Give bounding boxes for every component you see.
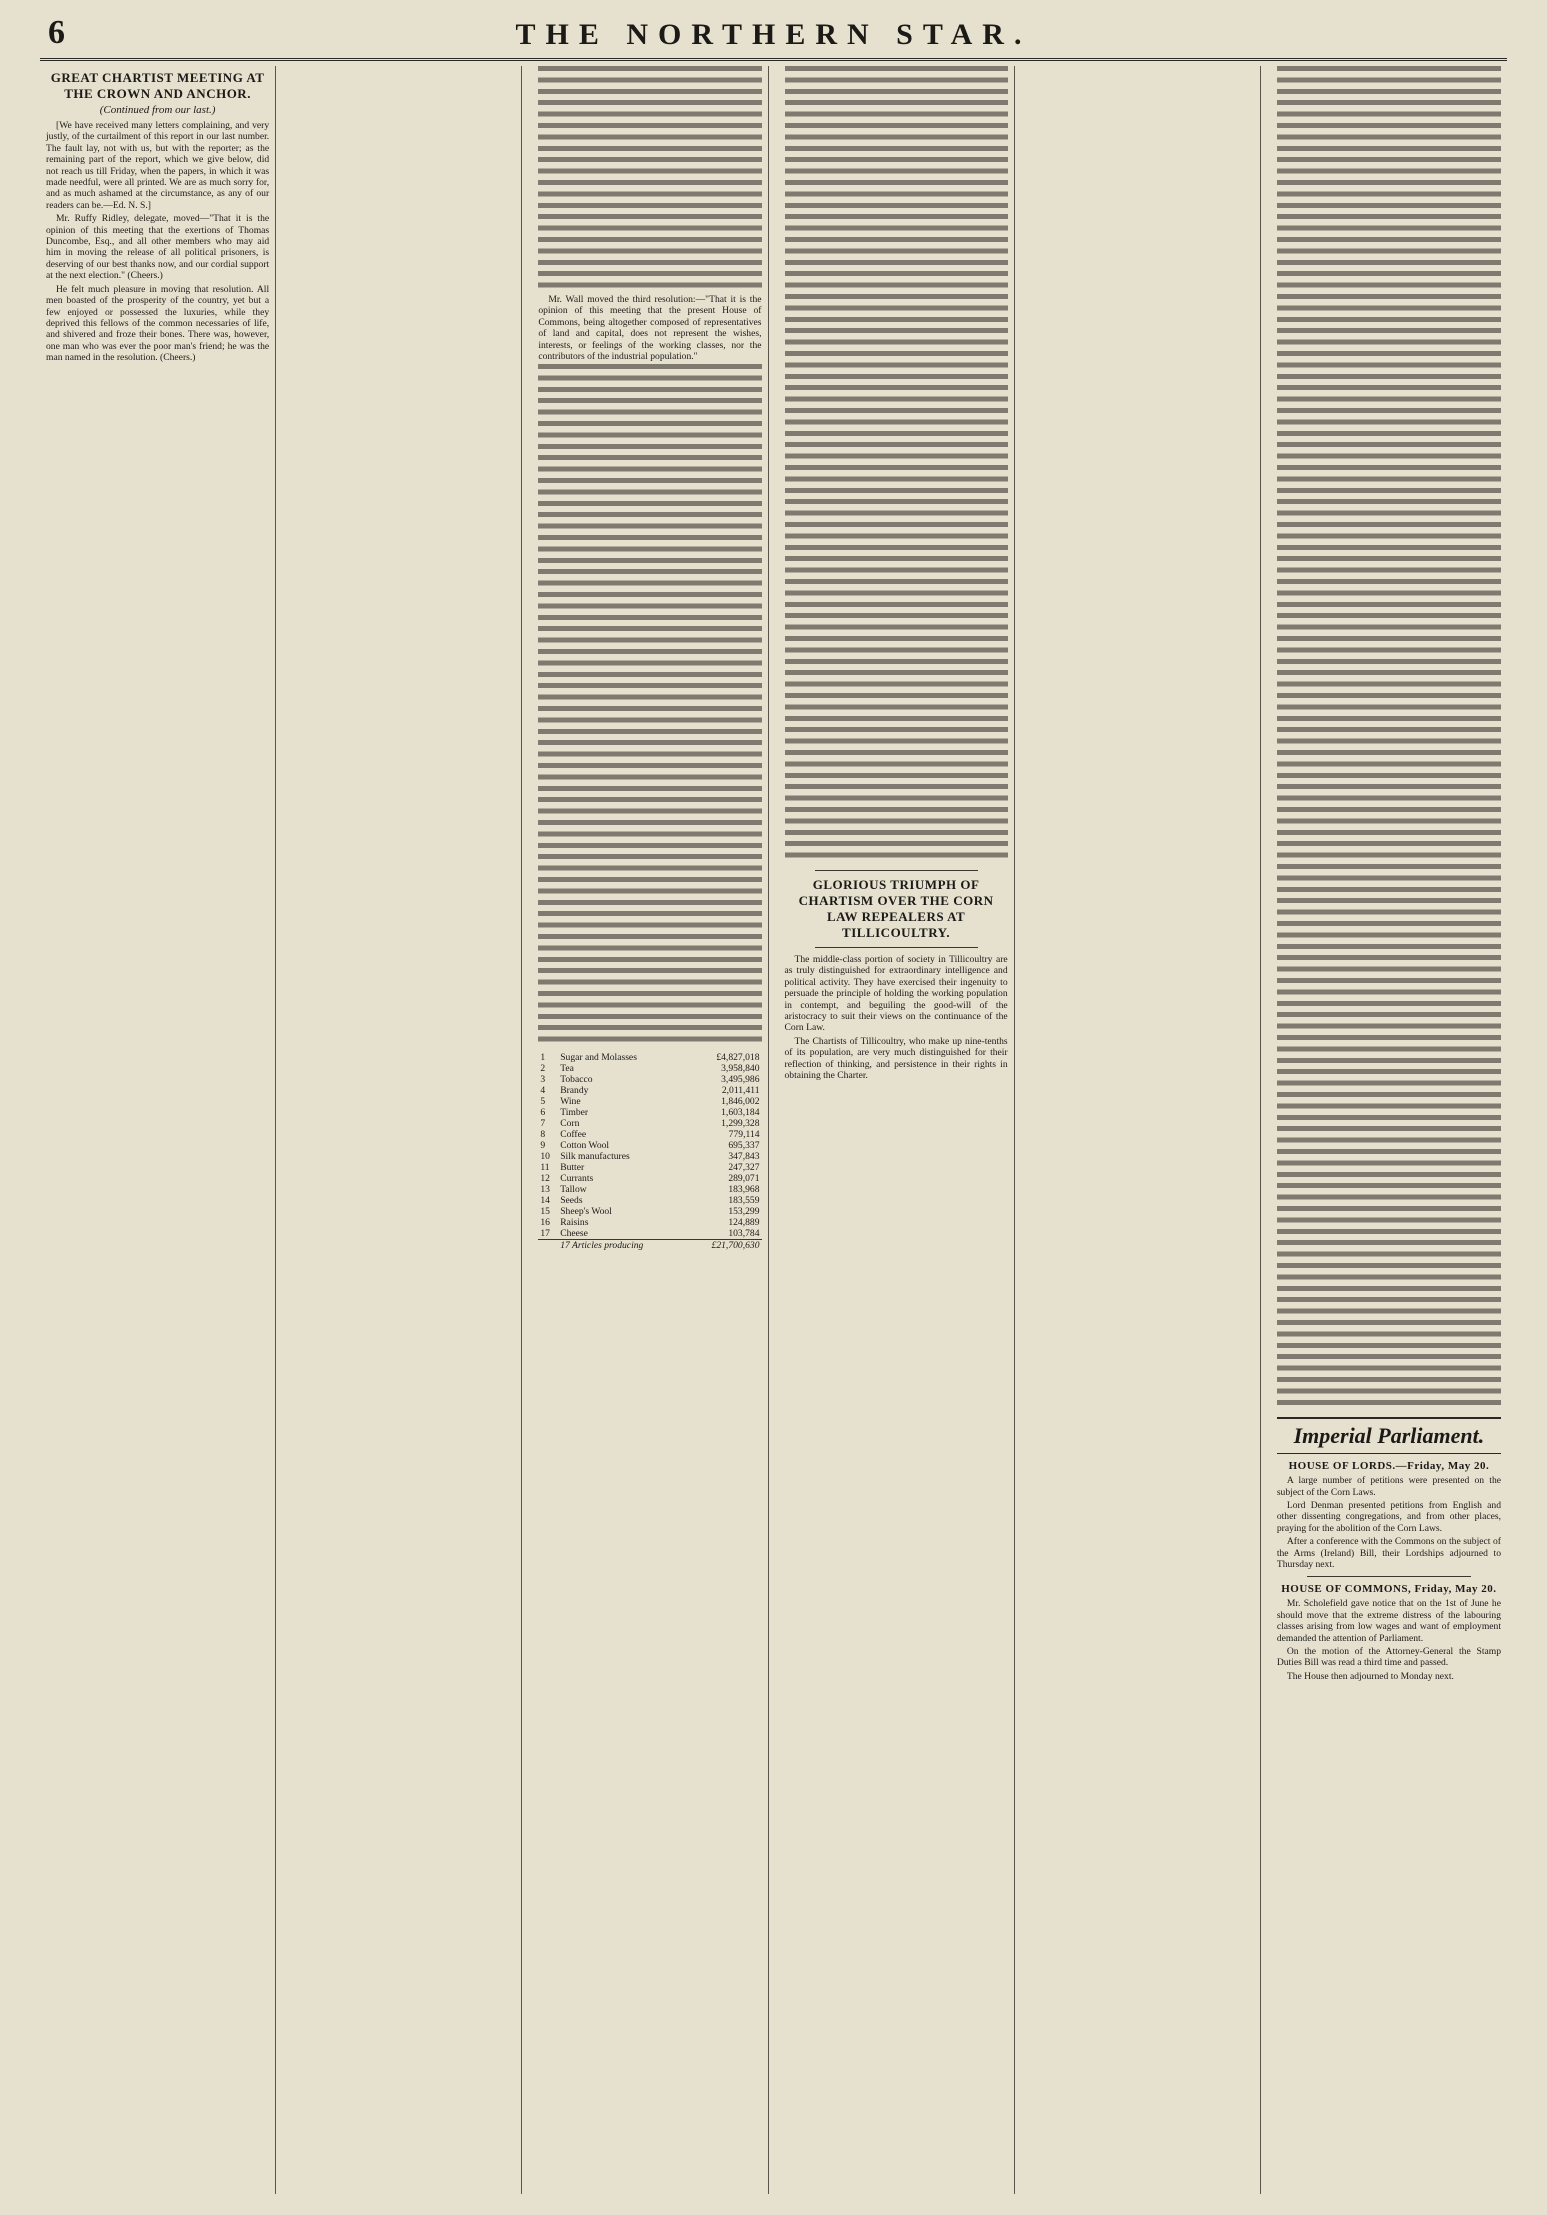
table-cell-value: 1,299,328 <box>721 1118 760 1130</box>
table-cell-value: 1,603,184 <box>721 1107 760 1119</box>
table-cell-article: Sugar and Molasses <box>560 1052 637 1064</box>
table-cell-article: Tea <box>560 1063 574 1075</box>
article-title-tillicoultry: GLORIOUS TRIUMPH OF CHARTISM OVER THE CORN LAW REPEALERS AT TILLICOULTRY. <box>798 877 994 940</box>
commons-paragraph: Mr. Scholefield gave notice that on the 1st of June he should move that the extreme distress of the labouring classes arising from low wages and want of employment demanded the attention of Parliament. <box>1276 1598 1501 1644</box>
table-cell-article: Raisins <box>560 1217 589 1229</box>
table-row <box>538 1184 761 1195</box>
masthead <box>40 14 1507 61</box>
text-column-body <box>538 364 761 1048</box>
table-cell-number: 16 <box>540 1217 550 1229</box>
table-row <box>538 1074 761 1085</box>
table-row <box>538 1151 761 1162</box>
table-cell-value: 183,968 <box>728 1184 760 1196</box>
table-cell-value: 289,071 <box>728 1173 760 1185</box>
table-row <box>538 1052 761 1063</box>
table-row <box>538 1228 761 1240</box>
table-cell-number: 12 <box>540 1173 550 1185</box>
table-row <box>538 1217 761 1228</box>
table-cell-number: 6 <box>540 1107 546 1119</box>
article-title-chartist-meeting: GREAT CHARTIST MEETING AT THE CROWN AND ANCHOR. <box>50 70 265 101</box>
lords-paragraph: After a conference with the Commons on the subject of the Arms (Ireland) Bill, their Lordships adjourned to Thursday next. <box>1276 1536 1501 1571</box>
table-cell-article: Brandy <box>560 1085 589 1097</box>
columns <box>40 66 1507 2194</box>
table-cell-number: 9 <box>540 1140 546 1152</box>
table-cell-article: Seeds <box>560 1195 583 1207</box>
table-cell-value: 183,559 <box>728 1195 760 1207</box>
table-cell-value: 347,843 <box>728 1151 760 1163</box>
table-row <box>538 1063 761 1074</box>
article-paragraph: [We have received many letters complaining, and very justly, of the curtailment of this report in our last number. The fault lay, not with us, but with the reporter; as the remaining part of the report, which we give below, did not reach us till Friday, when the papers, in which it was made needful, were all printed. We are as much sorry for, and as much ashamed at the circumstance, as any of our readers can be.—Ed. N. S.] <box>46 120 270 211</box>
table-cell-number: 3 <box>540 1074 546 1086</box>
table-row <box>538 1118 761 1129</box>
table-row <box>538 1085 761 1096</box>
imperial-parliament-heading: Imperial Parliament. <box>1277 1417 1501 1454</box>
house-of-commons-title: HOUSE OF COMMONS, Friday, May 20. <box>1281 1583 1497 1596</box>
table-cell-value: 695,337 <box>728 1140 760 1152</box>
table-cell-value: 779,114 <box>728 1129 760 1141</box>
table-cell-number: 17 <box>540 1228 550 1240</box>
text-column-body <box>538 66 761 294</box>
table-cell-value: 124,889 <box>728 1217 760 1229</box>
text-column-body <box>1277 66 1501 1411</box>
table-total-value: £21,700,630 <box>686 1240 762 1252</box>
section-divider <box>815 870 978 871</box>
column-1 <box>40 66 276 2194</box>
table-cell-article: Sheep's Wool <box>560 1206 612 1218</box>
table-row <box>538 1129 761 1140</box>
table-cell-article: Cotton Wool <box>560 1140 610 1152</box>
table-cell-article: Silk manufactures <box>560 1151 630 1163</box>
table-cell-value: 3,958,840 <box>721 1063 760 1075</box>
table-cell-number: 15 <box>540 1206 550 1218</box>
table-cell-value: 2,011,411 <box>721 1085 760 1097</box>
table-row <box>538 1162 761 1173</box>
column-5 <box>1025 66 1261 2194</box>
table-cell-article: Wine <box>560 1096 581 1108</box>
commons-paragraph: On the motion of the Attorney-General the Stamp Duties Bill was read a third time and passed. <box>1276 1646 1501 1669</box>
articles-table <box>538 1052 761 1251</box>
table-cell-number: 14 <box>540 1195 550 1207</box>
table-cell-number: 5 <box>540 1096 546 1108</box>
table-cell-value: 153,299 <box>728 1206 760 1218</box>
commons-paragraph: The House then adjourned to Monday next. <box>1286 1670 1454 1682</box>
table-row <box>538 1140 761 1151</box>
table-cell-value: 247,327 <box>728 1162 760 1174</box>
lords-paragraph: Lord Denman presented petitions from English and other dissenting congregations, and from other places, praying for the abolition of the Corn Laws. <box>1276 1500 1501 1534</box>
column-2 <box>286 66 522 2194</box>
article-subtitle: (Continued from our last.) <box>99 104 216 116</box>
newspaper-title: THE NORTHERN STAR. <box>515 18 1032 51</box>
page-number: 6 <box>48 14 65 51</box>
table-cell-article: Butter <box>560 1162 585 1174</box>
table-cell-number: 13 <box>540 1184 550 1196</box>
table-cell-article: Tallow <box>560 1184 587 1196</box>
table-cell-value: £4,827,018 <box>716 1052 760 1064</box>
column-3 <box>532 66 768 2194</box>
table-cell-value: 3,495,986 <box>721 1074 760 1086</box>
article-paragraph: Mr. Wall moved the third resolution:—"That it is the opinion of this meeting that the present House of Commons, being altogether composed of representatives of land and capital, does not represent the wishes, interests, or feelings of the working classes, nor the contributors of the industrial population." <box>538 294 762 363</box>
table-cell-number: 8 <box>540 1129 546 1141</box>
table-cell-number: 4 <box>540 1085 546 1097</box>
table-cell-number: 11 <box>540 1162 550 1174</box>
table-row <box>538 1107 761 1118</box>
table-total-label: 17 Articles producing <box>558 1240 685 1252</box>
table-cell-article: Cheese <box>560 1228 588 1240</box>
table-row <box>538 1173 761 1184</box>
section-divider <box>1307 1576 1471 1577</box>
column-6 <box>1271 66 1507 2194</box>
article-paragraph: Mr. Ruffy Ridley, delegate, moved—"That it is the opinion of this meeting that the exertions of Thomas Duncombe, Esq., and all other members who may aid him in moving the release of all political prisoners, is deserving of our best thanks now, and our cordial support at the next election." (Cheers.) <box>46 213 270 282</box>
table-cell-value: 1,846,002 <box>721 1096 760 1108</box>
lords-paragraph: A large number of petitions were presented on the subject of the Corn Laws. <box>1276 1475 1501 1498</box>
table-cell-number: 7 <box>540 1118 546 1130</box>
table-cell-number: 2 <box>540 1063 546 1075</box>
section-divider <box>815 947 978 948</box>
table-total-row <box>538 1240 761 1252</box>
table-row <box>538 1096 761 1107</box>
table-cell-value: 103,784 <box>728 1228 760 1240</box>
table-cell-article: Corn <box>560 1118 580 1130</box>
table-cell-article: Timber <box>560 1107 589 1119</box>
text-column-body <box>785 66 1008 864</box>
column-4 <box>779 66 1015 2194</box>
table-cell-number: 1 <box>540 1052 546 1064</box>
table-cell-article: Currants <box>560 1173 594 1185</box>
table-cell-article: Tobacco <box>560 1074 593 1086</box>
table-row <box>538 1195 761 1206</box>
article-paragraph: He felt much pleasure in moving that resolution. All men boasted of the prosperity of the country, yet but a few enjoyed or possessed the luxuries, while they deprived this fellows of the common necessaries of life, and shivered and froze their bones. There was, however, one man who was ever the poor man's friend; he was the man named in the resolution. (Cheers.) <box>46 283 270 364</box>
house-of-lords-title: HOUSE OF LORDS.—Friday, May 20. <box>1288 1460 1490 1473</box>
table-cell-number: 10 <box>540 1151 550 1163</box>
article-paragraph: The Chartists of Tillicoultry, who make up nine-tenths of its population, are very much distinguished for their reflection of thinking, and persistence in their rights in obtaining the Charter. <box>784 1035 1008 1082</box>
table-cell-article: Coffee <box>560 1129 587 1141</box>
table-row <box>538 1206 761 1217</box>
article-paragraph: The middle-class portion of society in Tillicoultry are as truly distinguished for extraordinary intelligence and political activity. They have exercised their ingenuity to persuade the principle of holding the working population in contempt, and beguiling the good-will of the aristocracy to suit their views on the continuance of the Corn Law. <box>784 954 1008 1034</box>
